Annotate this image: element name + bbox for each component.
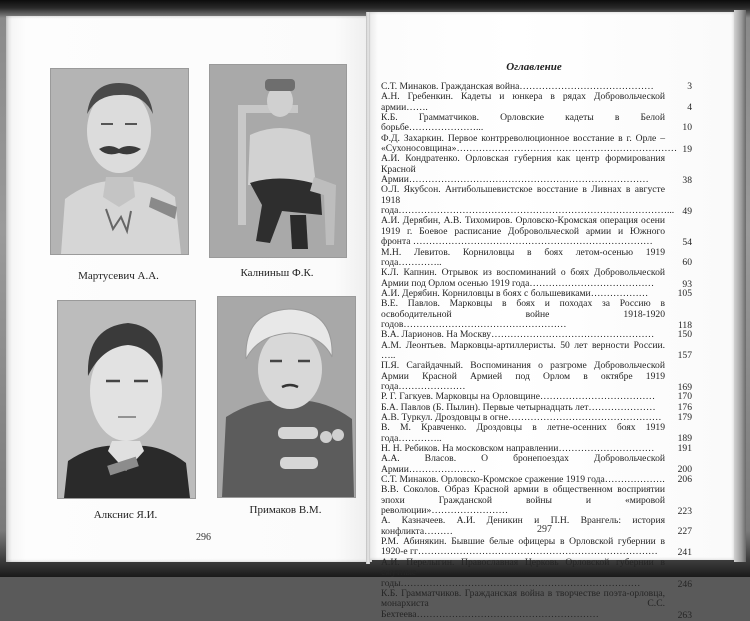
portrait-caption: Алкснис Я.И.: [93, 509, 158, 521]
toc-entry-text: Н. Н. Ребиков. На московском направлении…………………………: [381, 443, 655, 455]
toc-entry: [381, 134, 695, 155]
toc-entry: [381, 268, 695, 289]
toc-entry-text: А.Н. Гребенкин. Кадеты и юнкера в рядах Добровольческой армии…….: [381, 91, 665, 113]
toc-entry-text: К.Б. Грамматчиков. Орловские кадеты в Белой борьбе…………………...: [381, 112, 665, 134]
toc-entry-page: 246: [677, 578, 692, 590]
toc-entry-text: Ф.Д. Захаркин. Первое контрреволюционное восстание в г. Орле – «Сухоносовщина»……………………………………………………………: [381, 132, 678, 155]
toc-entry-page: 200: [677, 463, 692, 475]
portrait-caption: Калниньш Ф.К.: [240, 267, 314, 279]
toc-entry-text: Б.А. Павлов (Б. Пылин). Первые четырнадцать лет…………………: [381, 401, 656, 413]
toc-entry-text: К.Л. Капнин. Отрывок из воспоминаний о боях Добровольческой Армии под Орлом осенью 1919 года…………………………………: [381, 267, 665, 289]
toc-entry: [381, 113, 695, 134]
toc-entry-page: 227: [677, 525, 692, 537]
book-spine: [366, 12, 370, 564]
toc-entry-text: А. Казначеев. А.И. Деникин и П.Н. Врангель: история конфликта………: [381, 515, 665, 537]
toc-entry: [381, 558, 695, 589]
toc-entry-text: Р.М. Абинякин. Бывшие белые офицеры в Орловской губернии в 1920-е гг…………………………………………………………………: [381, 536, 665, 558]
toc-entry-page: 176: [677, 401, 692, 413]
toc-entry-text: А.И. Дерябин, А.В. Тихомиров. Орловско-Кромская операция осени 1919 г. Боевое расписание Добровольческой армии и Южного фронта …………………………………………………………………: [381, 215, 665, 248]
toc-entry: [381, 216, 695, 247]
toc-entry-page: 19: [682, 144, 692, 156]
toc-entry-page: 191: [677, 443, 692, 455]
toc-entry: [381, 248, 695, 269]
toc-entry: [381, 423, 695, 444]
toc-entry-text: В. М. Кравченко. Дроздовцы в летне-осенних боях 1919 года…………..: [381, 422, 665, 444]
toc-entry-page: 4: [687, 101, 692, 113]
toc-entry: [381, 154, 695, 185]
toc-entry-page: 169: [677, 381, 692, 393]
toc-entry: [381, 341, 695, 362]
page-number: 297: [537, 524, 552, 535]
toc-entry-text: В.В. Соколов. Образ Красной армии в общественном восприятии эпохи Гражданской войны и «мировой революции»……………………: [381, 484, 665, 517]
toc-entry-page: 263: [677, 609, 692, 621]
toc-title: Оглавление: [506, 61, 562, 73]
portrait-photo: [209, 64, 347, 258]
toc-entry-text: А.А. Власов. О бронепоездах Добровольческой Армии…………………: [381, 453, 665, 475]
toc-entry-text: М.Н. Левитов. Корниловцы в боях летом-осенью 1919 года…………..: [381, 246, 665, 268]
toc-entry: [381, 92, 695, 113]
toc-entry-page: 157: [677, 349, 692, 361]
toc-entry-page: 179: [677, 412, 692, 423]
toc-entry-page: 54: [682, 237, 692, 249]
toc-entry-text: А.В. Туркул. Дроздовцы в огне…………………………………………: [381, 412, 662, 423]
toc-entry: [381, 516, 695, 537]
portrait-caption: Мартусевич А.А.: [78, 270, 159, 282]
toc-entry: [381, 299, 695, 330]
toc-entry-page: 49: [682, 206, 692, 218]
portrait-photo: [217, 296, 356, 498]
toc-entry-page: 105: [677, 287, 692, 299]
toc-entry: [381, 185, 695, 216]
toc-entry-text: А.И. Кондратенко. Орловская губерния как центр формирования Красной Армии…………………………………………………………………: [381, 153, 665, 186]
toc-entry-page: 60: [682, 256, 692, 268]
toc-entry: [381, 454, 695, 475]
toc-entry-page: 170: [677, 391, 692, 403]
toc-entry-page: 150: [677, 329, 692, 341]
toc-entry-text: О.Л. Якубсон. Антибольшевистское восстание в Ливнах в августе 1918 года…………………………………………………………………………...: [381, 184, 675, 217]
toc-entry-text: С.Т. Минаков. Орловско-Кромское сражение 1919 года……………….: [381, 474, 665, 486]
toc-entry-page: 93: [682, 278, 692, 290]
toc-entry-page: 3: [687, 81, 692, 92]
toc-entry-text: А.И. Дерябин. Корниловцы в боях с большевиками………………: [381, 287, 649, 299]
portrait-photo: [50, 68, 189, 255]
toc-entry-text: К.Б. Грамматчиков. Гражданская война в творчестве поэта-орловца, монархиста С.С. Бехтеева…………………………………………………: [381, 587, 665, 620]
toc-entry-text: В.А. Ларионов. На Москву……………………………………………: [381, 329, 655, 341]
page-number: 296: [196, 532, 211, 543]
toc-entry: [381, 485, 695, 516]
portrait-photo: [57, 300, 196, 499]
toc-entry-text: А.И. Перелыгин. Православная Церковь Орловской губернии в смутные годы…………………………………………………………………: [381, 556, 665, 589]
toc-entry-text: А.М. Леонтьев. Марковцы-артиллеристы. 50 лет верности России. …..: [381, 339, 665, 361]
page-edge: [734, 10, 746, 562]
toc-entry-text: В.Е. Павлов. Марковцы в боях и походах за Россию в освободительной войне 1918-1920 годов……………………………………………: [381, 298, 665, 330]
toc-entry-text: Р. Г. Гагкуев. Марковцы на Орловщине………………………………: [381, 391, 656, 403]
toc-entry-page: 118: [677, 319, 692, 331]
toc-entry-text: П.Я. Сагайдачный. Воспоминания о разгроме Добровольческой Армии Красной Армией под Орлом в октябре 1919 года…………………: [381, 360, 665, 392]
toc-entry-page: 241: [677, 547, 692, 559]
toc-entry-page: 189: [677, 432, 692, 444]
toc-entry: [381, 537, 695, 558]
toc-entry-page: 206: [677, 474, 692, 486]
toc-entry-text: С.Т. Минаков. Гражданская война……………………………………: [381, 81, 654, 92]
portrait-caption: Примаков В.М.: [249, 504, 322, 516]
table-of-contents: [381, 82, 695, 620]
toc-entry-page: 38: [682, 175, 692, 187]
toc-entry-page: 223: [677, 506, 692, 518]
toc-entry: [381, 361, 695, 392]
toc-entry: [381, 589, 695, 620]
toc-entry-page: 10: [682, 122, 692, 134]
